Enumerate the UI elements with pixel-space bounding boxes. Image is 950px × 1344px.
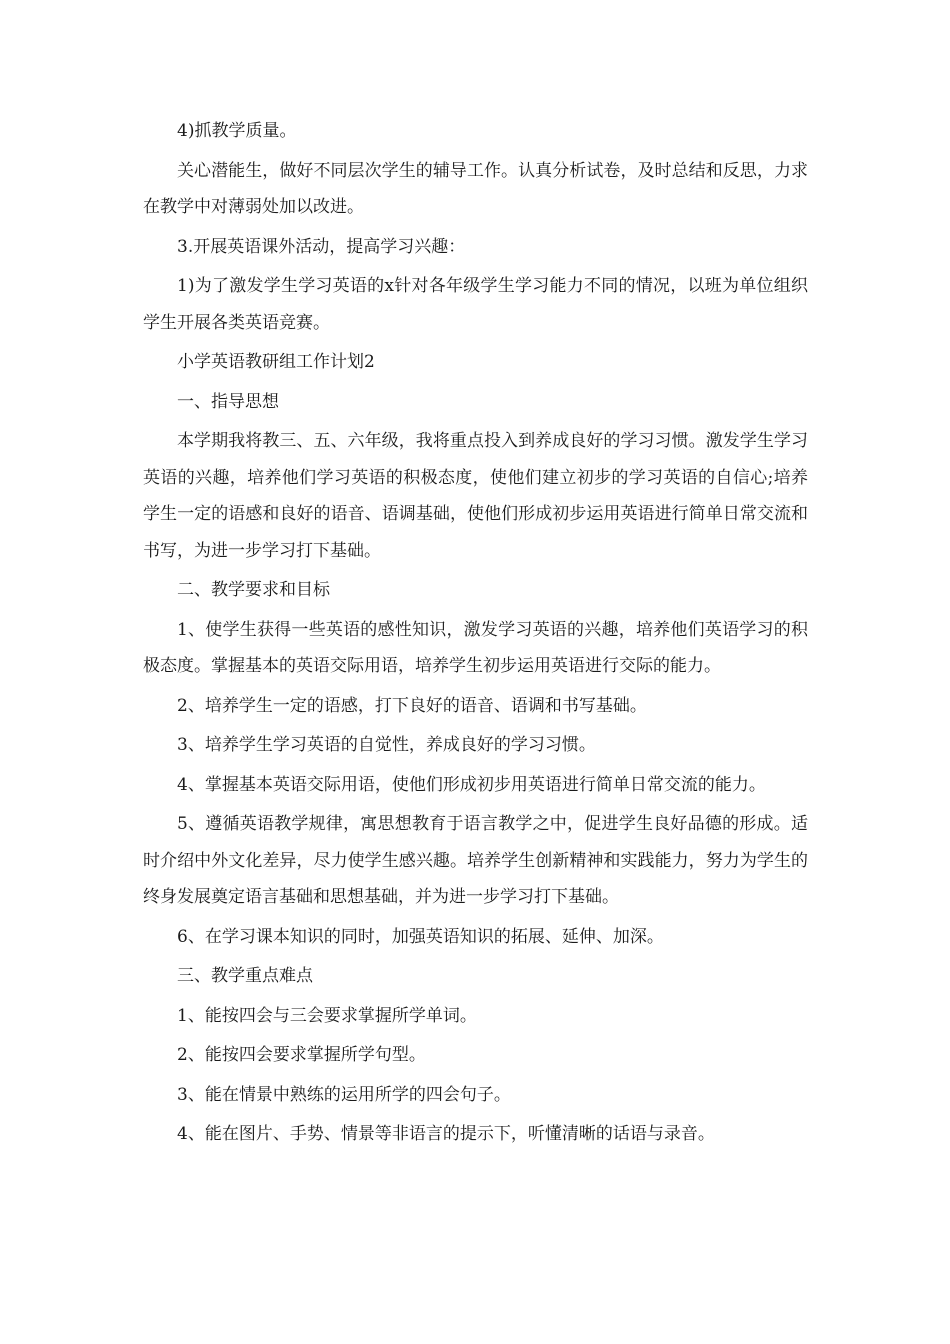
goal-item-6: 6、在学习课本知识的同时，加强英语知识的拓展、延伸、加深。 [177,926,664,947]
goal-item-5: 5、遵循英语教学规律，寓思想教育于语言教学之中，促进学生良好品德的形成。适时介绍中外文化差异，尽力使学生感兴趣。培养学生创新精神和实践能力，努力为学生的终身发展奠定语言基础和思想基础，并为进一步学习打下基础。 [143,814,808,907]
heading-teaching-goals: 二、教学要求和目标 [177,580,330,600]
goal-item-4: 4、掌握基本英语交际用语，使他们形成初步用英语进行简单日常交流的能力。 [177,774,766,795]
paragraph-care-students: 关心潜能生，做好不同层次学生的辅导工作。认真分析试卷，及时总结和反思，力求在教学中对薄弱处加以改进。 [143,160,808,217]
goal-item-3: 3、培养学生学习英语的自觉性，养成良好的学习习惯。 [177,735,596,755]
heading-key-difficulties: 三、教学重点难点 [177,966,313,986]
goal-item-1: 1、使学生获得一些英语的感性知识，激发学习英语的兴趣，培养他们英语学习的积极态度。掌握基本的英语交际用语，培养学生初步运用英语进行交际的能力。 [143,619,808,676]
document-page [143,113,808,1156]
paragraph-4-grasp-quality: 4)抓教学质量。 [177,121,297,141]
paragraph-semester-overview: 本学期我将教三、五、六年级，我将重点投入到养成良好的学习习惯。激发学生学习英语的兴趣，培养他们学习英语的积极态度，使他们建立初步的学习英语的自信心;培养学生一定的语感和良好的语音、语调基础，使他们形成初步运用英语进行简单日常交流和书写，为进一步学习打下基础。 [143,431,808,561]
paragraph-1-competitions: 1)为了激发学生学习英语的x针对各年级学生学习能力不同的情况，以班为单位组织学生开展各类英语竞赛。 [143,276,808,333]
paragraph-3-extracurricular: 3.开展英语课外活动，提高学习兴趣： [177,236,466,257]
heading-guiding-ideology: 一、指导思想 [177,391,279,412]
difficulty-item-4: 4、能在图片、手势、情景等非语言的提示下，听懂清晰的话语与录音。 [177,1124,715,1144]
difficulty-item-1: 1、能按四会与三会要求掌握所学单词。 [177,1005,477,1026]
difficulty-item-3: 3、能在情景中熟练的运用所学的四会句子。 [177,1084,511,1105]
goal-item-2: 2、培养学生一定的语感，打下良好的语音、语调和书写基础。 [177,695,647,716]
section-title-plan-2: 小学英语教研组工作计划2 [177,352,375,372]
difficulty-item-2: 2、能按四会要求掌握所学句型。 [177,1045,426,1065]
